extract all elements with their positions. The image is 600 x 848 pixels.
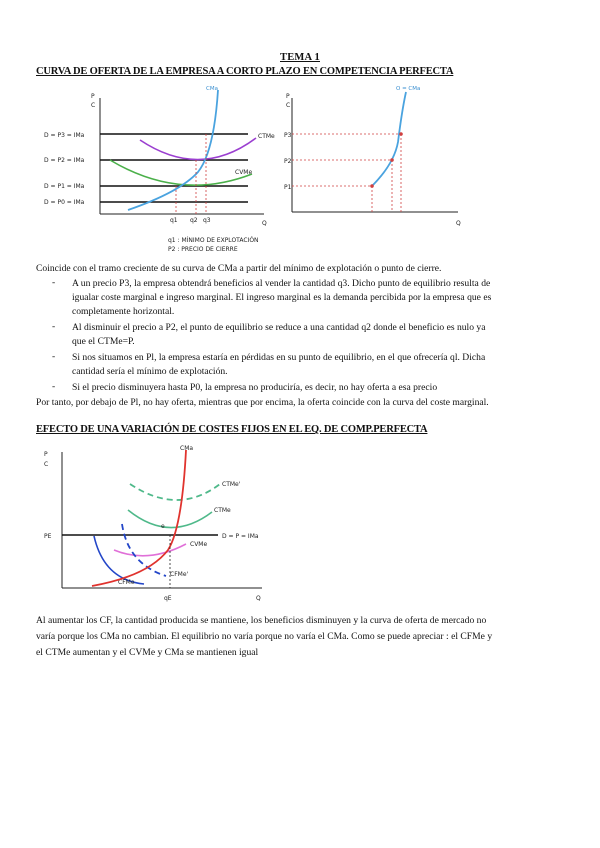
- intro-paragraph: Coincide con el tramo creciente de su curva de CMa a partir del mínimo de explotación o punto de cierre.: [36, 263, 442, 274]
- fig2-cfme-prime-curve: [122, 524, 166, 576]
- fig2-cfme-label: CFMe: [118, 579, 135, 586]
- fig1b-level-p2: P2: [284, 158, 292, 165]
- bullet-dash-2: -: [52, 321, 56, 332]
- section-2-line-1: Al aumentar los CF, la cantidad producida se mantiene, los beneficios disminuyen y la curva de oferta de mercado no: [36, 615, 487, 626]
- fig2-label-p: P: [44, 451, 48, 458]
- fig2-cvme-label: CVMe: [190, 541, 208, 548]
- fig1-cma-label: CMa: [206, 86, 218, 92]
- fig1-cvme-label: CVMe: [235, 169, 253, 176]
- figure-1-cost-curves: [30, 80, 290, 260]
- fig2-demand-label: D = P = IMa: [222, 533, 259, 540]
- bullet-dash-4: -: [52, 381, 56, 392]
- fig1-note-1: q1 : MÍNIMO DE EXPLOTACIÓN: [168, 237, 259, 244]
- fig1-q3-label: q3: [203, 217, 211, 224]
- fig1b-point-p1: [370, 184, 374, 188]
- bullet-1-line-1: A un precio P3, la empresa obtendrá beneficios al vender la cantidad q3. Dicho punto de equilibrio resulta de: [72, 278, 491, 289]
- fig1b-label-p: P: [286, 93, 290, 100]
- fig1-q2-label: q2: [190, 217, 198, 224]
- page-title: TEMA 1: [280, 52, 320, 63]
- bullet-3-line-2: cantidad sería el mínimo de explotación.: [72, 366, 228, 377]
- fig2-cfme-prime-label: CFMe': [170, 571, 189, 578]
- figure-2-fixed-costs: [30, 440, 290, 610]
- fig2-ctme-label: CTMe: [214, 507, 231, 514]
- bullet-1-line-3: completamente horizontal.: [72, 306, 175, 317]
- fig1b-point-p2: [390, 158, 394, 162]
- fig1-label-q: Q: [262, 220, 267, 227]
- fig1-level-p2: D = P2 = IMa: [44, 157, 85, 164]
- fig2-qe-label: qE: [164, 595, 172, 602]
- fig2-cma-label: CMa: [180, 445, 194, 452]
- fig1-ctme-curve: [140, 138, 256, 160]
- fig2-label-c: C: [44, 461, 49, 468]
- fig1-cvme-curve: [110, 160, 252, 185]
- fig2-ctme-prime-label: CTMe': [222, 481, 241, 488]
- fig2-ctme-curve: [128, 510, 212, 528]
- bullet-4-line-1: Si el precio disminuyera hasta P0, la empresa no produciría, es decir, no hay oferta a esa precio: [72, 382, 438, 393]
- fig1b-supply-label: O = CMa: [396, 86, 421, 92]
- section-2-title: EFECTO DE UNA VARIACIÓN DE COSTES FIJOS EN EL EQ. DE COMP.PERFECTA: [36, 424, 428, 435]
- fig2-pe-label: PE: [44, 533, 52, 540]
- conclusion-paragraph: Por tanto, por debajo de Pl, no hay oferta, mientras que por encima, la oferta coincide con la curva del coste marginal.: [36, 397, 489, 408]
- fig1b-label-c: C: [286, 102, 291, 109]
- fig1b-label-q: Q: [456, 220, 461, 227]
- fig1-q1-label: q1: [170, 217, 178, 224]
- fig2-ctme-prime-curve: [130, 484, 220, 500]
- fig1-ctme-label: CTMe: [258, 133, 275, 140]
- bullet-2-line-1: Al disminuir el precio a P2, el punto de equilibrio se reduce a una cantidad q2 donde el beneficio es nulo ya: [72, 322, 486, 333]
- fig1b-level-p3: P3: [284, 132, 292, 139]
- fig1-label-c: C: [91, 102, 96, 109]
- fig1-label-p: P: [91, 93, 95, 100]
- section-2-line-3: el CTMe aumentan y el CVMe y CMa se mantienen igual: [36, 647, 259, 658]
- section-2-line-2: varía porque los CMa no cambian. El equilibrio no varía porque no varía el CMa. Como se puede apreciar : el CFMe y: [36, 631, 493, 642]
- fig2-cvme-curve: [114, 544, 186, 556]
- figure-1-supply-curve: [280, 80, 470, 230]
- fig2-cfme-curve: [94, 536, 144, 584]
- fig1b-point-p3: [399, 132, 403, 136]
- bullet-dash-1: -: [52, 277, 56, 288]
- section-1-title: CURVA DE OFERTA DE LA EMPRESA A CORTO PLAZO EN COMPETENCIA PERFECTA: [36, 66, 454, 77]
- bullet-2-line-2: que el CTMe=P.: [72, 336, 135, 347]
- fig1-level-p3: D = P3 = IMa: [44, 132, 85, 139]
- fig1-level-p1: D = P1 = IMa: [44, 183, 85, 190]
- bullet-dash-3: -: [52, 351, 56, 362]
- fig2-point-e: e: [161, 523, 165, 530]
- fig1b-level-p1: P1: [284, 184, 292, 191]
- fig1-level-p0: D = P0 = IMa: [44, 199, 85, 206]
- bullet-1-line-2: igualar coste marginal e ingreso marginal. El ingreso marginal es la demanda percibida por la empresa que es: [72, 292, 492, 303]
- fig1-cma-curve: [128, 90, 218, 210]
- bullet-3-line-1: Si nos situamos en Pl, la empresa estaría en pérdidas en su punto de equilibrio, en el que ofrecería ql. Dicha: [72, 352, 486, 363]
- fig2-label-q: Q: [256, 595, 261, 602]
- fig1-note-2: P2 : PRECIO DE CIERRE: [168, 246, 238, 253]
